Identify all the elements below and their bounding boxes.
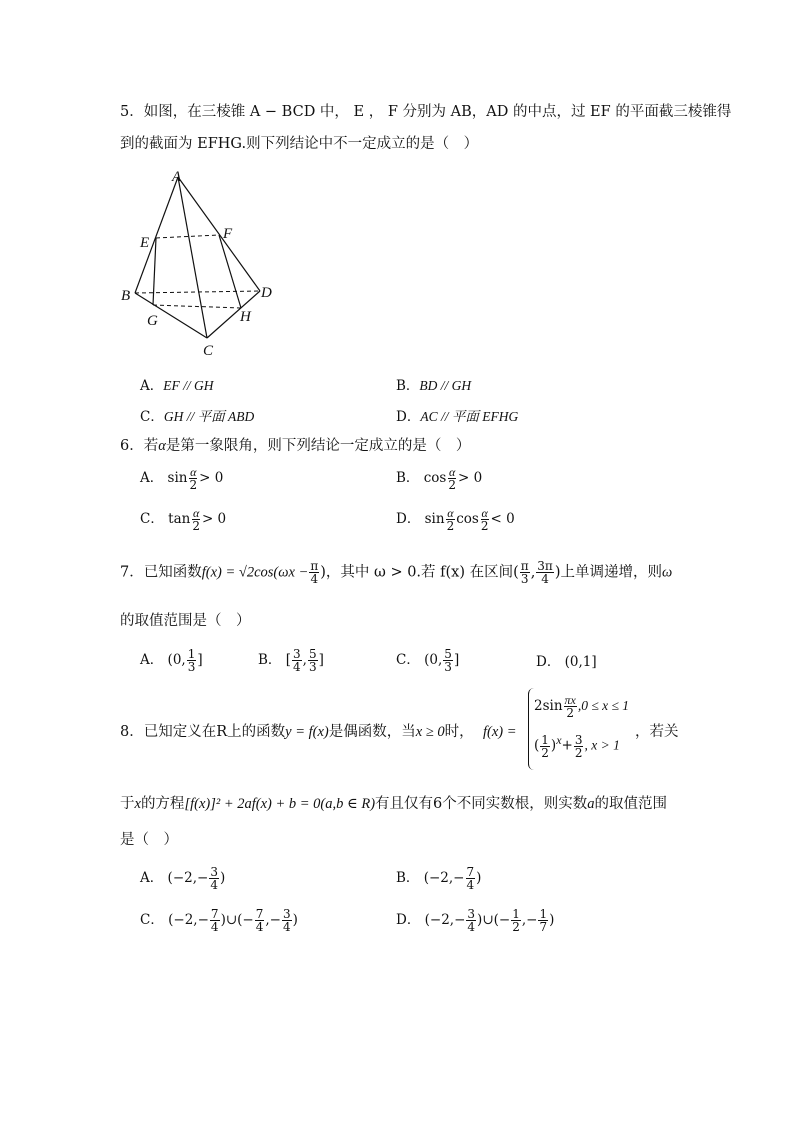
edge-ef <box>156 235 219 238</box>
q8-stem-line1: 8．已知定义在R上的函数y = f(x)是偶函数，当x ≥ 0时， <box>120 724 474 740</box>
q7-stem-line2: 的取值范围是（ ） <box>120 613 251 629</box>
q5-option-b[interactable]: B．BD // GH <box>396 378 472 394</box>
q8-stem-line1-tail: ，若关 <box>635 724 679 740</box>
q8-piecewise-lhs: f(x) = <box>483 724 517 740</box>
label-d: D <box>261 285 272 301</box>
q5-stem-line1: 5．如图，在三棱锥 A − BCD 中， E ， F 分别为 AB，AD 的中点，过 EF 的平面截三棱锥得 <box>120 104 732 120</box>
label-g: G <box>147 313 158 329</box>
q8-case-2: ( $\frac{1}{2}$ )$^x$+ $\frac{3}{2}$ , x > 1 <box>534 732 620 760</box>
label-h: H <box>240 309 251 325</box>
q5-stem-line2: 到的截面为 EFHG.则下列结论中不一定成立的是（ ） <box>120 136 479 152</box>
tetrahedron-figure <box>115 163 285 358</box>
edge-fh <box>219 235 241 308</box>
edge-gh <box>153 305 241 308</box>
q7-option-c[interactable]: C． (0, $\frac{5}{3}$ ] <box>396 647 460 674</box>
q7-stem-line1: 7．已知函数f(x) = √2cos(ωx − $\frac{\pi}{4}$ )，其中 ω > 0.若 f(x) 在区间( $\frac{\pi}{3}$ , $\frac{3\pi}{4}$ )上单调递增，则ω <box>120 559 673 586</box>
q6-stem: 6．若α是第一象限角，则下列结论一定成立的是（ ） <box>120 438 471 454</box>
q6-option-a[interactable]: A． sin $\frac{\alpha}{2}$ > 0 <box>140 465 224 492</box>
edge-ac <box>178 177 207 338</box>
q8-option-d[interactable]: D． (−2,− $\frac{3}{4}$ )∪(− $\frac{1}{2}$ ,− $\frac{1}{7}$ ) <box>396 907 555 934</box>
edge-ad <box>178 177 260 291</box>
q5-option-c[interactable]: C．GH // 平面 ABD <box>140 409 255 425</box>
q6-option-d[interactable]: D． sin $\frac{\alpha}{2}$ cos $\frac{\alpha}{2}$ < 0 <box>396 506 515 533</box>
label-a: A <box>172 169 182 185</box>
q7-option-d[interactable]: D． (0,1] <box>536 654 597 670</box>
q8-stem-line2: 于x的方程[f(x)]² + 2af(x) + b = 0(a,b ∈ R)有且仅有6个不同实数根，则实数a的取值范围 <box>120 796 668 812</box>
q6-option-b[interactable]: B． cos $\frac{\alpha}{2}$ > 0 <box>396 465 483 492</box>
q8-option-a[interactable]: A． (−2,− $\frac{3}{4}$ ) <box>140 865 226 892</box>
label-c: C <box>203 343 214 358</box>
q6-option-c[interactable]: C． tan $\frac{\alpha}{2}$ > 0 <box>140 506 227 533</box>
q8-option-b[interactable]: B． (−2,− $\frac{7}{4}$ ) <box>396 865 482 892</box>
label-e: E <box>140 235 150 251</box>
q5-option-d[interactable]: D．AC // 平面 EFHG <box>396 409 519 425</box>
q8-option-c[interactable]: C． (−2,− $\frac{7}{4}$ )∪(− $\frac{7}{4}$ ,− $\frac{3}{4}$ ) <box>140 907 298 934</box>
edge-cd <box>207 291 260 338</box>
q7-option-a[interactable]: A． (0, $\frac{1}{3}$ ] <box>140 647 203 674</box>
q7-option-b[interactable]: B． [ $\frac{3}{4}$ , $\frac{5}{3}$ ] <box>258 647 324 674</box>
edge-eg <box>153 238 156 305</box>
q5-option-a[interactable]: A．EF // GH <box>140 378 214 394</box>
label-b: B <box>121 288 131 304</box>
label-f: F <box>223 226 233 242</box>
q8-case-1: 2sin $\frac{\pi x}{2}$ ,0 ≤ x ≤ 1 <box>534 693 630 720</box>
q8-stem-line3: 是（ ） <box>120 832 178 848</box>
edge-bc <box>135 293 207 338</box>
